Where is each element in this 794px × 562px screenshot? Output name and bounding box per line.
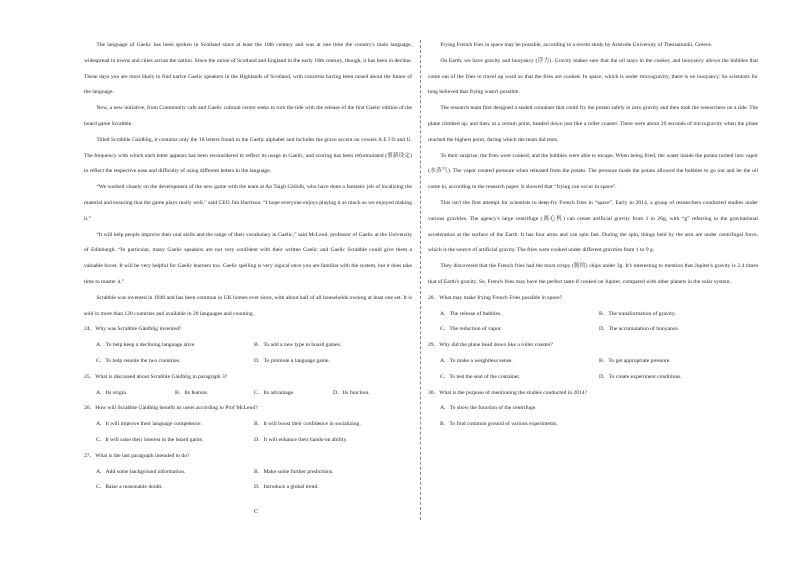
option-d: D．To promote a language game. [254, 357, 330, 364]
options-28 [428, 307, 758, 339]
column-divider [420, 40, 421, 520]
option-b: B．To add a new type to board games. [254, 342, 342, 349]
passage-paragraph: On Earth, we have gravity and buoyancy (浮力). Gravity makes sure that the oil stays in the cooker, and buoyancy allows the bubbles that come out of the fries to travel up ward so that the fries are cooked. In space, which is under microgravity, there is no buoyancy. So scientists for long believed that frying wasn't possible. [428, 57, 758, 96]
option-b: B．The transformation of gravity. [599, 310, 676, 317]
passage-paragraph: They discovered that the French fries had the most crispy (脆的) chips under 3g. It's interesting to mention that Jupiter's gravity is 2.4 times that of Earth's gravity. So, French fries may have the perfect taste if cooked on Jupiter, compared with other planets in the solar system. [428, 263, 758, 285]
options-30 [428, 401, 758, 433]
options-27 [84, 465, 412, 497]
page-footer-letter: C [254, 509, 259, 515]
option-d: D．To create experiment conditions. [599, 373, 682, 380]
option-c: C．Raise a reasonable doubt. [96, 484, 163, 491]
option-b: B．Its feature. [175, 389, 209, 396]
passage-paragraph: “It will help people improve their oral skills and the range of their vocabulary in Gaelic,” said McLeod, professor of Gaelic at the University of Edinburgh. “In particular, many Gaelic speakers are not very confident with their written Gaelic and Gaelic Scrabble could give them a valuable boost. It will be very helpful for Gaelic learners too. Gaelic spelling is very logical once you are familiar with the system, but it does take time to master it.” [84, 231, 412, 285]
question-25: 25．What is discussed about Scrabble Gàidhlig in paragraph 3? [84, 373, 228, 380]
option-a: A．Add some background information. [96, 468, 186, 475]
question-26: 26．How will Scrabble Gàidhlig benefit its users according to Prof McLeod? [84, 405, 258, 412]
option-a: A．To show the function of the centrifuge. [440, 405, 537, 412]
option-c: C．Its advantage. [254, 389, 295, 396]
option-c: C．It will raise their interest in the board game. [96, 436, 204, 443]
option-b: B．To get appropriate pressure. [599, 357, 671, 364]
options-25 [84, 386, 412, 402]
option-b: B．It will boost their confidence in socializing. [254, 421, 361, 428]
options-26 [84, 417, 412, 449]
passage-paragraph: Frying French fries in space may be possible, according to a recent study by Aristotle University of Thessaloniki, Greece. [440, 42, 713, 48]
question-29: 29．Why did the plane head down like a roller coaster? [428, 342, 554, 349]
passage-paragraph: This isn't the first attempt for scientists to deep-fry French fries in “space”. Early in 2014, a group of researchers conducted studies under various gravities. The agency's large centrifuge (离心机) can create artificial gravity from 1 to 20g, with “g” referring to the gravitational acceleration at the surface of the Earth. It has four arms and can spin fast. During the spin, things held by the arm are under centrifugal force, which is the source of artificial gravity. The fries were cooked under different gravities from 1 to 9 g. [428, 199, 758, 254]
passage-paragraph: The language of Gaelic has been spoken in Scotland since at least the 10th century and was at one time the country's main language, widespread in towns and cities across the nation. Since the union of Scotland and England in the early 18th century, though, it has been in decline. These days you are most likely to find native Gaelic speakers in the Highlands of Scotland, with concerns having been raised about the future of the language. [84, 42, 412, 96]
option-d: D．Its function. [333, 389, 370, 396]
option-d: D．It will enhance their hands-on ability. [254, 436, 348, 443]
options-29 [428, 354, 758, 386]
option-c: C．To test the seal of the container. [440, 373, 521, 380]
passage-paragraph: Now, a new initiative, from Community cafe and Gaelic cultural centre seeks to turn the tide with the release of the first Gaelic edition of the board game Scrabble. [84, 105, 412, 127]
question-27: 27．What is the last paragraph intended to do? [84, 452, 190, 459]
option-d: D．Introduce a global trend. [254, 484, 319, 491]
right-column [428, 38, 758, 433]
option-d: D．The accumulation of buoyance. [599, 326, 680, 333]
options-24 [84, 338, 412, 370]
option-a: A．Its origin. [96, 389, 128, 396]
question-24: 24．Why was Scrabble Gàidhlig invented? [84, 326, 182, 333]
option-b: B．To find common ground of various experiments. [440, 421, 558, 428]
question-28: 28．What may make frying French Fries possible in space? [428, 294, 563, 301]
option-c: C．To help reunite the two countries. [96, 357, 181, 364]
option-a: A．The release of bubbles. [440, 310, 502, 317]
question-30: 30．What is the purpose of mentioning the studies conducted in 2014? [428, 389, 588, 396]
passage-paragraph: The research team first designed a sealed container that could fry the potato safely in zero gravity and then took the researchers on a ride. The plane climbed up, and then, at a certain point, headed down just like a roller coaster. There were about 20 seconds of microgravity when the plane reached the highest point, during which the team did tests. [428, 105, 758, 143]
left-column [84, 38, 412, 496]
option-a: A．It will improve their language competence. [96, 421, 202, 428]
option-b: B．Make some further predictions. [254, 468, 334, 475]
option-c: C．The reduction of vapor. [440, 326, 502, 333]
passage-paragraph: Titled Scrabble Gàidhlig, it contains only the 18 letters found in the Gaelic alphabet and includes the grave accent on vowels A E I O and U. The frequency with which each letter appears has been reconsidered to reflect its usage in Gaelic, and scoring has been reformulated (重新设定) to reflect the respective ease and difficulty of using different letters in the language. [84, 136, 412, 175]
passage-paragraph: “We worked closely on the development of the new game with the team at An Taigh Cèilidh, who have done a fantastic job of localizing the material and ensuring that the game plays really well,” said CEO Jim Harrison. “I hope everyone enjoys playing it as much as we enjoyed making it.” [84, 184, 412, 222]
option-a: A．To make a weightless sense. [440, 357, 513, 364]
passage-paragraph: To their surprise, the fries were cooked, and the bubbles were able to escape. When being fried, the water inside the potato turned into vapor (水蒸气). The vapor created pressure when released from the potato. The pressure made the potato allowed the bubbles to go out and let the oil come in, according to the research paper. It showed that “frying can occur in space”. [428, 152, 758, 191]
option-a: A．To help keep a declining language alive. [96, 342, 196, 349]
passage-paragraph: Scrabble was invented in 1948 and has been common in UK homes ever since, with about half of all households owning at least one set. It is sold in more than 120 countries and available in 28 languages and counting. [84, 294, 412, 317]
